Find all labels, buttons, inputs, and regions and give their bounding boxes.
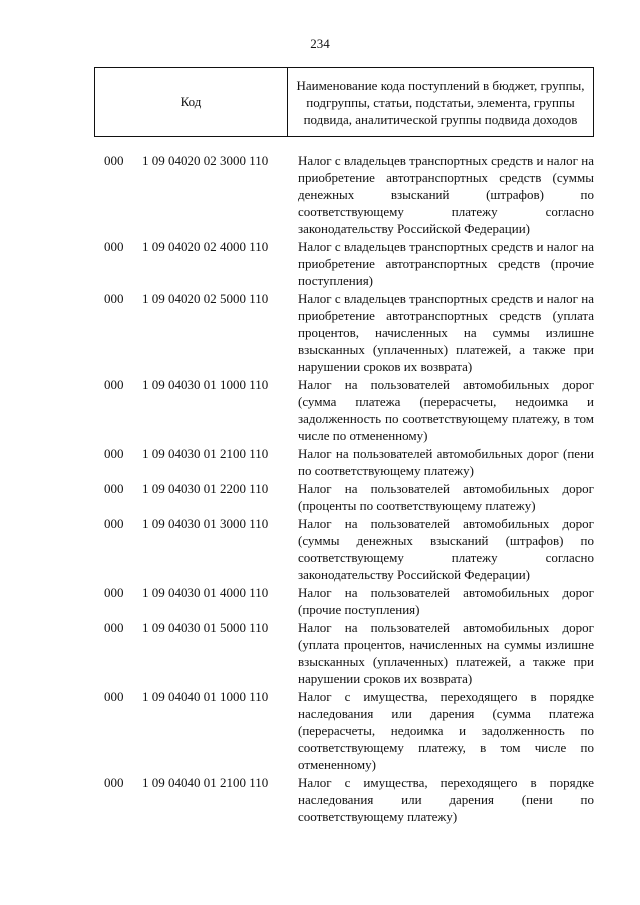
revenue-name: Налог с владельцев транспортных средств и налог на приобретение автотранспортных средств (уплата процентов, начисленных на суммы излишне взысканных (уплаченных) платежей, а также при нарушении сроков их возврата) xyxy=(298,291,594,374)
admin-code: 000 xyxy=(104,481,124,496)
revenue-name: Налог на пользователей автомобильных дорог (сумма платежа (перерасчеты, недоимка и задолженность по соответствующему платежу, в том числе по отмененному) xyxy=(298,377,594,443)
revenue-name: Налог на пользователей автомобильных дорог (прочие поступления) xyxy=(298,585,594,617)
table-row xyxy=(104,688,594,773)
table-row xyxy=(104,290,594,375)
revenue-name: Налог на пользователей автомобильных дорог (суммы денежных взысканий (штрафов) по соответствующему платежу согласно законодательству Российской Федерации) xyxy=(298,516,594,582)
table-row xyxy=(104,152,594,237)
admin-code: 000 xyxy=(104,516,124,531)
revenue-code: 1 09 04020 02 5000 110 xyxy=(142,291,269,306)
revenue-name: Налог с имущества, переходящего в порядке наследования или дарения (пени по соответствующему платежу) xyxy=(298,775,594,824)
revenue-code: 1 09 04040 01 2100 110 xyxy=(142,775,269,790)
table-row xyxy=(104,238,594,289)
page-number: 234 xyxy=(310,36,330,51)
revenue-name: Налог с владельцев транспортных средств и налог на приобретение автотранспортных средств (суммы денежных взысканий (штрафов) по соответствующему платежу согласно законодательству Российской Федерации) xyxy=(298,153,594,236)
revenue-code: 1 09 04030 01 4000 110 xyxy=(142,585,269,600)
name-column-header: Наименование кода поступлений в бюджет, группы, подгруппы, статьи, подстатьи, элемента, группы подвида, аналитической группы подвида доходов xyxy=(288,68,594,137)
table-row xyxy=(104,480,594,514)
code-column-header: Код xyxy=(95,68,288,137)
revenue-code: 1 09 04030 01 3000 110 xyxy=(142,516,269,531)
revenue-code: 1 09 04030 01 2200 110 xyxy=(142,481,269,496)
revenue-code: 1 09 04020 02 3000 110 xyxy=(142,153,269,168)
table-row xyxy=(104,376,594,444)
table-row xyxy=(104,774,594,825)
revenue-name: Налог на пользователей автомобильных дорог (уплата процентов, начисленных на суммы излишне взысканных (уплаченных) платежей, а также при нарушении сроков их возврата) xyxy=(298,620,594,686)
revenue-name: Налог с имущества, переходящего в порядке наследования или дарения (сумма платежа (перерасчеты, недоимка и задолженность по соответствующему платежу, в том числе по отмененному) xyxy=(298,689,594,772)
admin-code: 000 xyxy=(104,239,124,254)
revenue-name: Налог с владельцев транспортных средств и налог на приобретение автотранспортных средств (прочие поступления) xyxy=(298,239,594,288)
revenue-name: Налог на пользователей автомобильных дорог (проценты по соответствующему платежу) xyxy=(298,481,594,513)
table-body xyxy=(104,152,594,826)
admin-code: 000 xyxy=(104,377,124,392)
revenue-name: Налог на пользователей автомобильных дорог (пени по соответствующему платежу) xyxy=(298,446,594,478)
revenue-code: 1 09 04030 01 1000 110 xyxy=(142,377,269,392)
revenue-code: 1 09 04030 01 5000 110 xyxy=(142,620,269,635)
admin-code: 000 xyxy=(104,153,124,168)
table-row xyxy=(104,619,594,687)
revenue-code: 1 09 04040 01 1000 110 xyxy=(142,689,269,704)
admin-code: 000 xyxy=(104,620,124,635)
admin-code: 000 xyxy=(104,291,124,306)
revenue-code: 1 09 04030 01 2100 110 xyxy=(142,446,269,461)
revenue-code: 1 09 04020 02 4000 110 xyxy=(142,239,269,254)
table-row xyxy=(104,445,594,479)
table-row xyxy=(104,584,594,618)
table-row xyxy=(104,515,594,583)
admin-code: 000 xyxy=(104,446,124,461)
admin-code: 000 xyxy=(104,775,124,790)
admin-code: 000 xyxy=(104,585,124,600)
table-header xyxy=(94,67,594,137)
admin-code: 000 xyxy=(104,689,124,704)
